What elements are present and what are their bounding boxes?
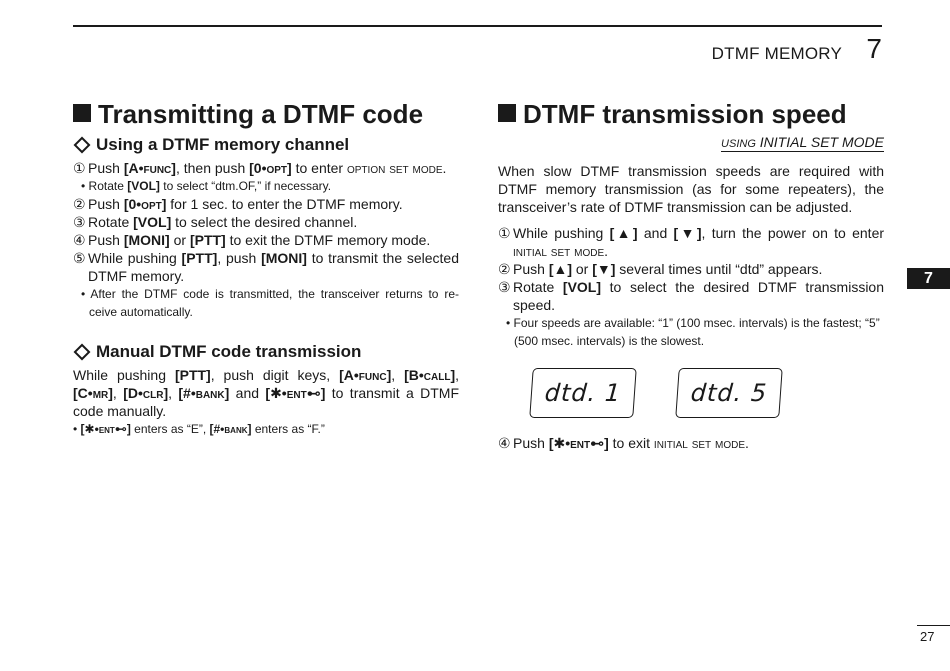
step-3: ③ Rotate [VOL] to select the desired channel. <box>73 214 358 230</box>
speed-step-3: ③ Rotate [VOL] to select the desired DTMF transmission speed. <box>498 279 885 313</box>
subsection-title-manual: Manual DTMF code transmission <box>73 341 459 363</box>
key-a-func: [A•func] <box>123 160 176 176</box>
chapter-side-tab: 7 <box>907 268 950 289</box>
using-mode-label: USING INITIAL SET MODE <box>721 134 884 150</box>
lcd-display-dtd-5: dtd. 5 <box>675 368 782 418</box>
intro-paragraph: When slow DTMF transmission speeds are required with DTMF memory transmission (as for some repeaters), the transceiver’s rate of DTMF transmission can be adjusted. <box>498 163 884 215</box>
square-bullet-icon <box>73 104 91 122</box>
speed-step-1: ① While pushing [▲] and [▼], turn the power on to enter initial set mode. <box>498 225 885 259</box>
chapter-number: 7 <box>866 33 882 64</box>
header-rule <box>73 25 882 27</box>
subsection-title-memory-channel: Using a DTMF memory channel <box>73 134 459 156</box>
speed-step-4: ④ Push [✱•ent⊷] to exit initial set mode. <box>498 435 749 451</box>
diamond-bullet-icon <box>74 136 91 153</box>
diamond-bullet-icon <box>74 343 91 360</box>
note-rotate-vol: • Rotate [VOL] to select “dtm.OF,” if necessary. <box>81 179 332 193</box>
lcd-examples <box>531 368 884 418</box>
header-title: DTMF MEMORY <box>711 44 842 63</box>
key-0-opt: [0•opt] <box>249 160 292 176</box>
note-four-speeds: • Four speeds are available: “1” (100 msec. intervals) is the fastest; “5” (500 msec. intervals) is the slowest. <box>506 316 880 348</box>
step-1: ① Push [A•func], then push [0•opt] to enter option set mode. <box>73 160 447 176</box>
lcd-display-dtd-1: dtd. 1 <box>529 368 636 418</box>
right-column <box>498 97 884 452</box>
square-bullet-icon <box>498 104 516 122</box>
step-2: ② Push [0•opt] for 1 sec. to enter the DTMF memory. <box>73 196 403 212</box>
section-title-speed: DTMF transmission speed <box>498 97 884 131</box>
note-e-f: • [✱•ent⊷] enters as “E”, [#•bank] enters as “F.” <box>73 422 325 436</box>
left-column <box>73 97 459 438</box>
step-4: ④ Push [MONI] or [PTT] to exit the DTMF memory mode. <box>73 232 431 248</box>
note-auto-receive: • After the DTMF code is transmitted, the transceiver returns to re-ceive automatically. <box>81 287 459 319</box>
step-5: ⑤ While pushing [PTT], push [MONI] to transmit the selected DTMF memory. <box>73 250 460 284</box>
page-number: 27 <box>920 629 935 644</box>
section-title-transmitting: Transmitting a DTMF code <box>73 97 459 131</box>
speed-step-2: ② Push [▲] or [▼] several times until “dtd” appears. <box>498 261 823 277</box>
manual-paragraph: While pushing [PTT], push digit keys, [A•func], [B•call], [C•mr], [D•clr], [#•bank] and [✱•ent⊷] to transmit a DTMF code manually. <box>73 367 460 419</box>
footer-rule <box>917 625 950 626</box>
